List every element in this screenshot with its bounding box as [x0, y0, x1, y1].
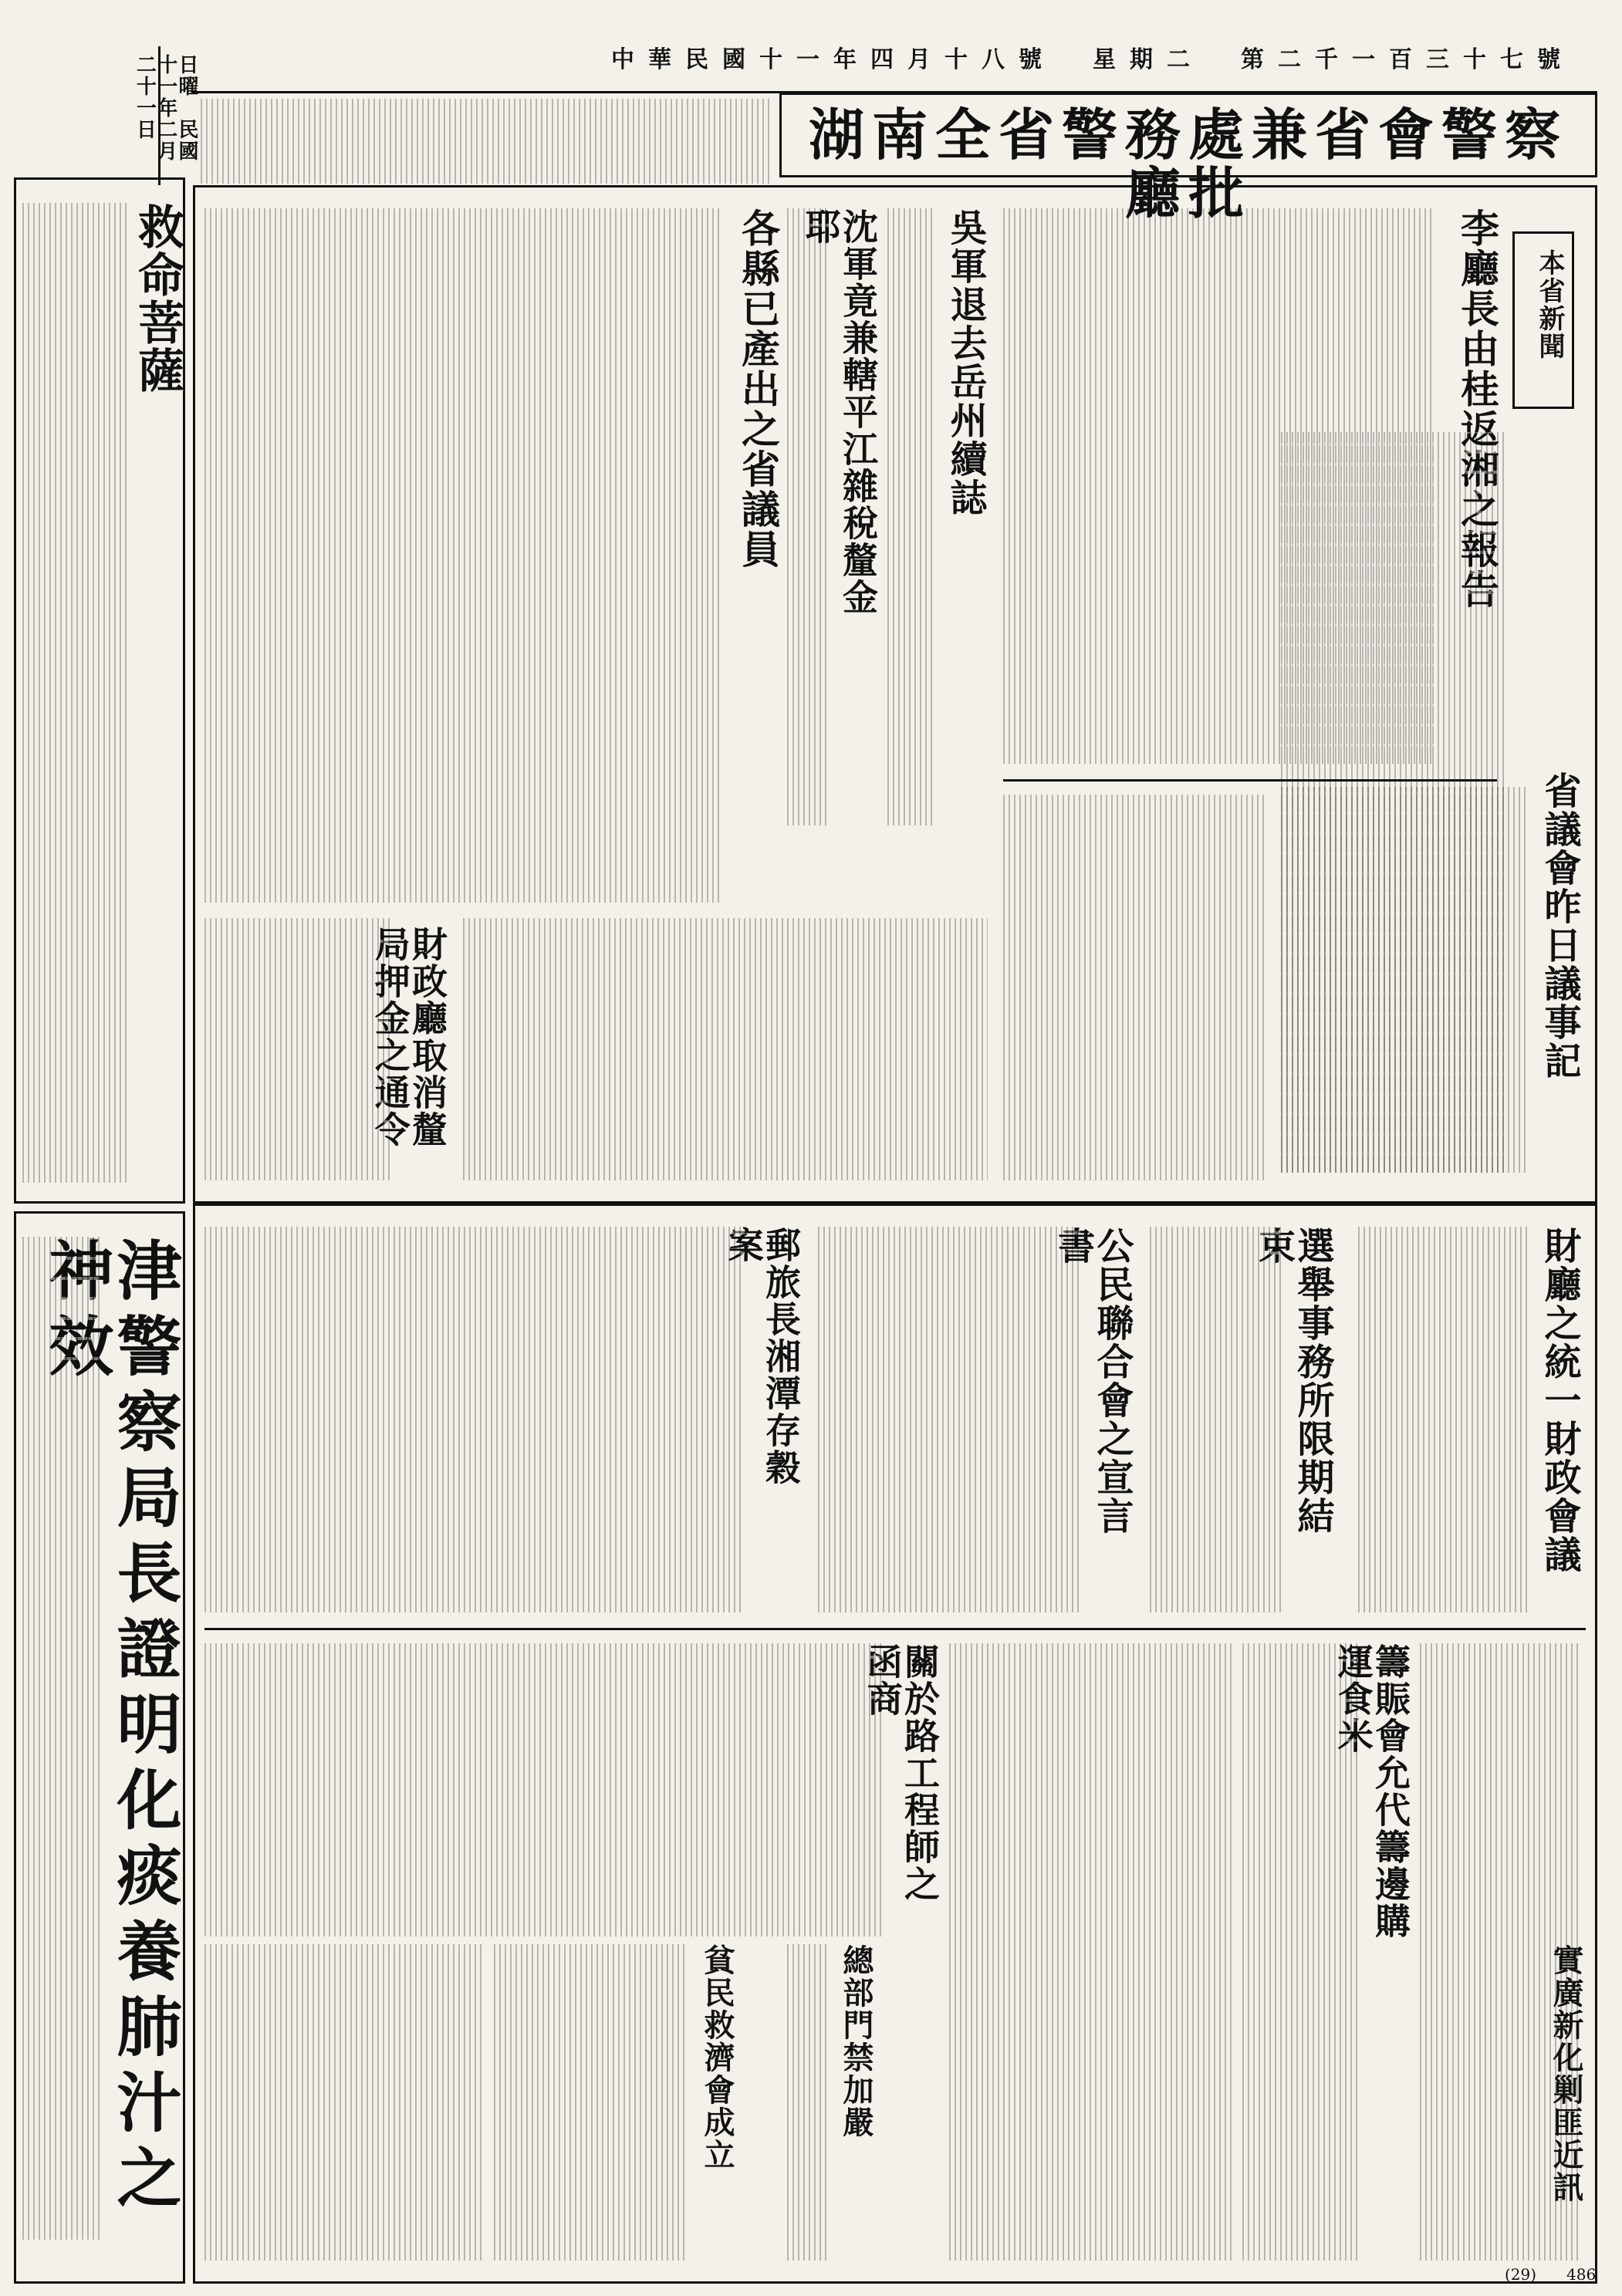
- headline-2: 吳軍退去岳州續誌: [944, 208, 987, 517]
- headline-9: 公民聯合會之宣言書: [1051, 1227, 1134, 1535]
- article-9-text: [818, 1227, 1080, 1612]
- article-6-lead: [463, 918, 988, 1180]
- article-misc-text: [204, 1643, 884, 1936]
- archive-number: 486: [1566, 2265, 1597, 2284]
- headline-4: 各縣已產出之省議員: [735, 208, 781, 569]
- column-tag: 本省新聞: [1534, 249, 1565, 360]
- article-7-text: [1358, 1227, 1528, 1612]
- ad1-text: [22, 203, 129, 1183]
- banner-headline: 湖南全省警務處兼省會警察廳批: [808, 102, 1568, 226]
- article-12-text: [949, 1643, 1235, 2261]
- ad2-title: 津警察局長證明化痰養肺汁之神效: [38, 1237, 183, 2220]
- article-5-lead-text: [1003, 795, 1265, 1180]
- article-8-text: [1150, 1227, 1281, 1612]
- ad-panel-2: [14, 1211, 185, 2284]
- rule-lower-mid: [204, 1628, 1586, 1630]
- article-3-text: [787, 208, 830, 826]
- ad-panel-1: [14, 177, 185, 1204]
- headline-14: 貧民救濟會成立: [699, 1944, 735, 2171]
- headline-13: 總部門禁加嚴: [838, 1944, 874, 2139]
- headline-11: 籌賑會允代籌邊購運食米: [1332, 1643, 1411, 1940]
- column-tag-box: [1512, 231, 1574, 409]
- page-number: (29): [1505, 2265, 1537, 2284]
- article-4-text: [204, 208, 721, 903]
- top-date-strip: 中華民國十一年四月十八號 星期二 第二千一百三十七號: [611, 46, 1574, 73]
- article-6-text: [204, 918, 390, 1180]
- ad2-text: [22, 1237, 100, 2240]
- headline-8: 選舉事務所限期結束: [1252, 1227, 1334, 1535]
- article-2-text: [887, 208, 934, 826]
- header-notice-text: [201, 99, 772, 184]
- rule-upper-mid: [1003, 779, 1497, 782]
- article-15-text: [204, 1944, 482, 2261]
- ad1-title: 救命菩薩: [130, 203, 184, 394]
- article-13-text: [787, 1944, 830, 2261]
- headline-15: 實廣新化剿匪近訊: [1548, 1944, 1584, 2203]
- banner-box: [779, 93, 1597, 226]
- headline-5: 省議會昨日議事記: [1538, 772, 1581, 1080]
- headline-7: 財廳之統一財政會議: [1538, 1227, 1581, 1574]
- headline-6: 財政廳取消釐局押金之通令: [369, 926, 448, 1148]
- headline-12: 關於路工程師之函商: [861, 1643, 941, 1903]
- headline-1: 李廳長由桂返湘之報告: [1455, 208, 1500, 609]
- article-10-text: [204, 1227, 745, 1612]
- article-1-continued: [1003, 208, 1435, 764]
- article-11-continued: [1242, 1643, 1358, 2261]
- headline-3: 沈軍竟兼轄平江雜稅釐金耶: [799, 208, 879, 616]
- article-5-text: [1281, 787, 1528, 1173]
- masthead-date: 日曜 民國十一年二月二十一日: [133, 54, 198, 162]
- headline-10: 郵旅長湘潭存穀案: [722, 1227, 802, 1486]
- article-14-text: [494, 1944, 687, 2261]
